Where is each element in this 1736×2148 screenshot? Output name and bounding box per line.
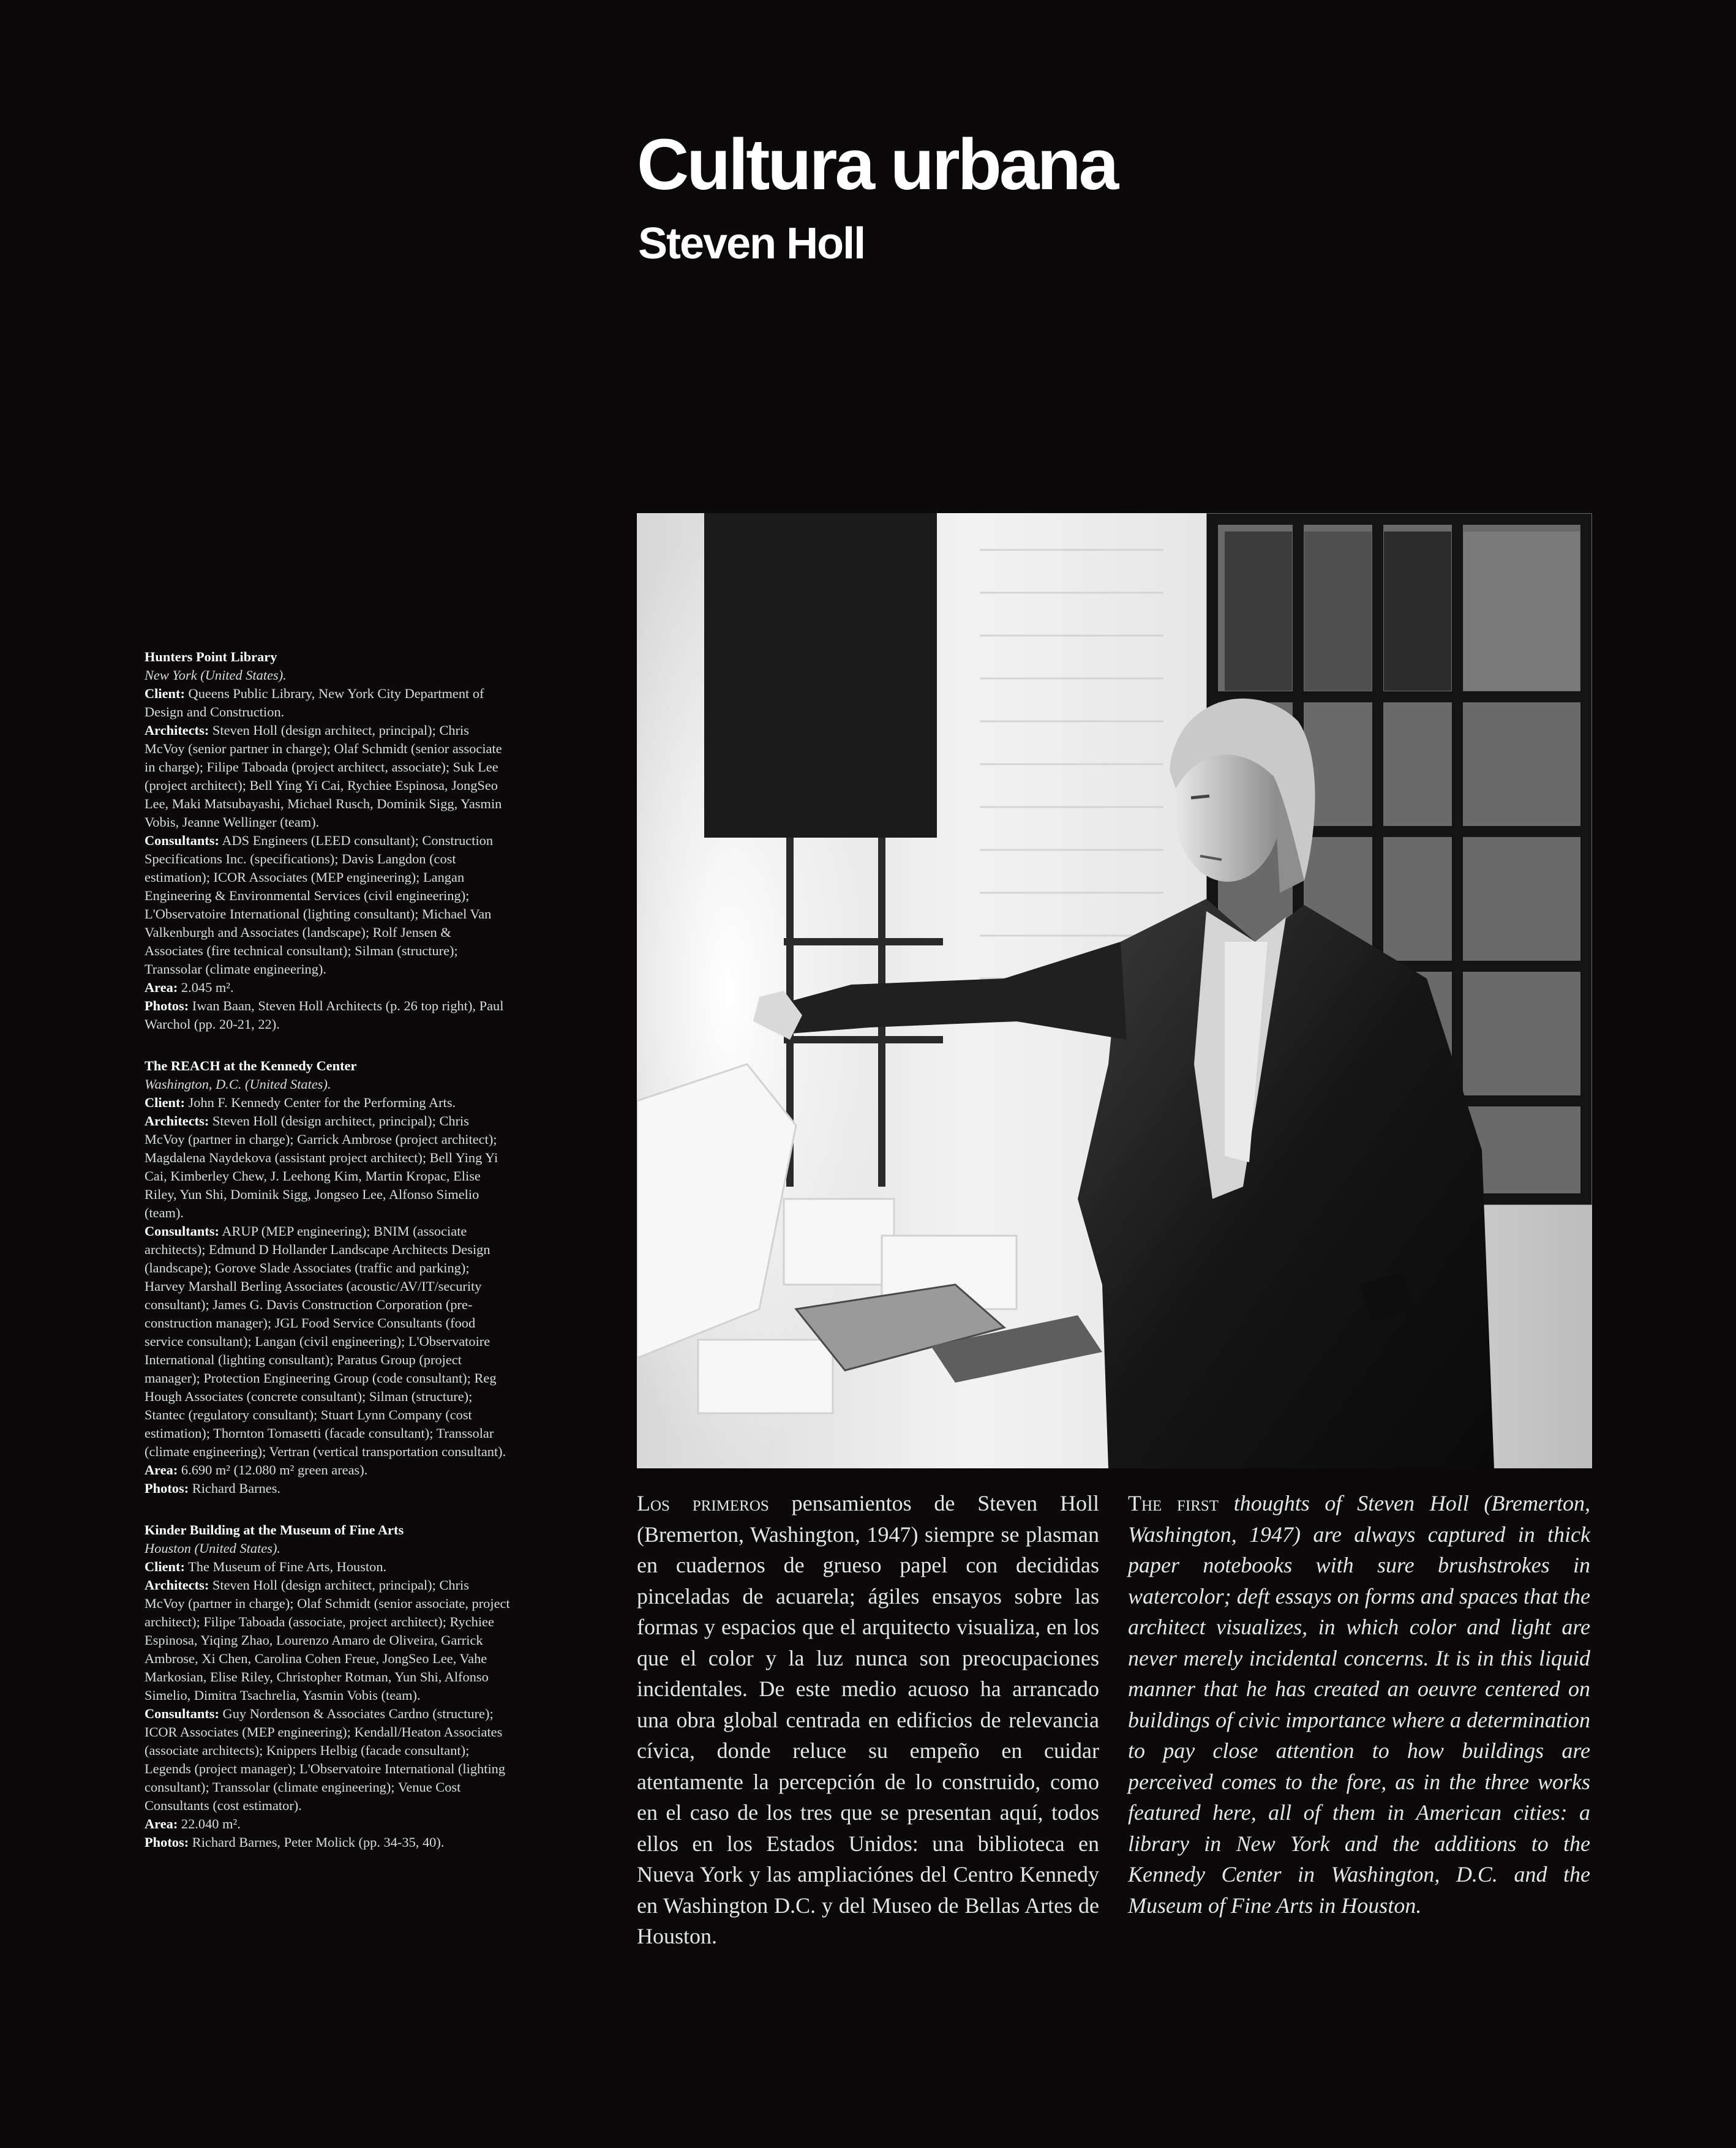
area-value: 2.045 m². [181, 980, 234, 995]
architects-value: Steven Holl (design architect, principal); Chris McVoy (partner in charge); Garrick Ambrose (project architect); Magdalena Naydekova (assistant project architect); Bell Ying Yi Cai, Kimberley Chew, J. Leehong Kim, Martin Kropac, Elise Riley, Yun Shi, Dominik Sigg, Jongseo Lee, Alfonso Simelio (team). [145, 1113, 498, 1220]
project-location: Washington, D.C. (United States). [145, 1076, 331, 1092]
consultants-label: Consultants: [145, 833, 219, 848]
consultants-value: Guy Nordenson & Associates Cardno (structure); ICOR Associates (MEP engineering); Kendall/Heaton Associates (associate architects); Knippers Helbig (facade consultant); Legends (project manager); L'Observatoire International (lighting consultant); Transsolar (climate engineering); Venue Cost Consultants (cost estimator). [145, 1706, 506, 1813]
photos-label: Photos: [145, 998, 189, 1013]
area-label: Area: [145, 1462, 178, 1478]
project-credit-hunters-point [145, 648, 512, 1034]
architects-label: Architects: [145, 1577, 209, 1593]
consultants-value: ADS Engineers (LEED consultant); Construction Specifications Inc. (specifications); Davis Langdon (cost estimation); ICOR Associates (MEP engineering); Langan Engineering & Environmental Services (civil engineering); L'Observatoire International (lighting consultant); Michael Van Valkenburgh and Associates (landscape); Rolf Jensen & Associates (fire technical consultant); Silman (structure); Transsolar (climate engineering). [145, 833, 494, 977]
client-value: The Museum of Fine Arts, Houston. [188, 1559, 387, 1574]
project-location: New York (United States). [145, 667, 287, 683]
area-value: 22.040 m². [181, 1816, 241, 1831]
area-label: Area: [145, 980, 178, 995]
area-label: Area: [145, 1816, 178, 1831]
client-value: Queens Public Library, New York City Department of Design and Construction. [145, 686, 484, 719]
client-label: Client: [145, 686, 185, 701]
client-label: Client: [145, 1095, 185, 1110]
lead-in: Los primeros [637, 1491, 769, 1515]
photos-label: Photos: [145, 1834, 189, 1850]
body-text-spanish [637, 1488, 1099, 1952]
consultants-label: Consultants: [145, 1223, 219, 1239]
portrait-photo [637, 513, 1592, 1468]
photos-value: Richard Barnes. [192, 1481, 281, 1496]
architects-label: Architects: [145, 1113, 209, 1128]
photos-value: Iwan Baan, Steven Holl Architects (p. 26 top right), Paul Warchol (pp. 20-21, 22). [145, 998, 504, 1032]
lead-in: The first [1128, 1491, 1219, 1515]
architects-value: Steven Holl (design architect, principal); Chris McVoy (senior partner in charge); Olaf Schmidt (senior associate in charge); Filipe Taboada (project architect, associate); Suk Lee (project architect); Bell Ying Yi Cai, Rychiee Espinosa, JongSeo Lee, Maki Matsubayashi, Michael Rusch, Dominik Sigg, Yasmin Vobis, Jeanne Wellinger (team). [145, 723, 502, 830]
project-location: Houston (United States). [145, 1541, 281, 1556]
body-text: pensamientos de Steven Holl (Bremerton, Washington, 1947) siempre se plasman en cuadernos de grueso papel con decididas pinceladas de acuarela; ágiles ensayos sobre las formas y espacios que el arquitecto visualiza, en los que el color y la luz nunca son preocupaciones incidentales. De este medio acuoso ha arrancado una obra global centrada en edificios de relevancia cívica, donde reluce su empeño en cuidar atentamente la percepción de lo construido, como en el caso de los tres que se presentan aquí, todos ellos en los Estados Unidos: una biblioteca en Nueva York y las ampliaciónes del Centro Kennedy en Washington D.C. y del Museo de Bellas Artes de Houston. [637, 1491, 1099, 1948]
project-name: The REACH at the Kennedy Center [145, 1058, 357, 1073]
client-label: Client: [145, 1559, 185, 1574]
project-name: Hunters Point Library [145, 649, 277, 664]
architects-value: Steven Holl (design architect, principal); Chris McVoy (partner in charge); Olaf Schmidt (senior associate, project architect); Filipe Taboada (associate, project architect); Rychiee Espinosa, Yiqing Zhao, Lourenzo Amaro de Oliveira, Garrick Ambrose, Xi Chen, Carolina Cohen Freue, JongSeo Lee, Vahe Markosian, Elise Riley, Christopher Rotman, Yun Shi, Alfonso Simelio, Dimitra Tsachrelia, Yasmin Vobis (team). [145, 1577, 510, 1703]
consultants-label: Consultants: [145, 1706, 219, 1721]
project-credit-kinder [145, 1521, 512, 1852]
area-value: 6.690 m² (12.080 m² green areas). [181, 1462, 368, 1478]
client-value: John F. Kennedy Center for the Performing Arts. [188, 1095, 456, 1110]
project-credits [145, 648, 512, 1875]
photos-label: Photos: [145, 1481, 189, 1496]
project-credit-reach [145, 1057, 512, 1498]
body-text-english [1128, 1488, 1590, 1921]
page-title: Cultura urbana [637, 124, 1117, 205]
body-text: thoughts of Steven Holl (Bremerton, Washington, 1947) are always captured in thick paper notebooks with sure brushstrokes in watercolor; deft essays on forms and spaces that the architect visualizes, in which color and light are never merely incidental concerns. It is in this liquid manner that he has created an oeuvre centered on buildings of civic importance where a determination to pay close attention to how buildings are perceived comes to the fore, as in the three works featured here, all of them in American cities: a library in New York and the additions to the Kennedy Center in Washington, D.C. and the Museum of Fine Arts in Houston. [1128, 1491, 1590, 1918]
architects-label: Architects: [145, 723, 209, 738]
page-subtitle: Steven Holl [638, 219, 865, 268]
photos-value: Richard Barnes, Peter Molick (pp. 34-35, 40). [192, 1834, 445, 1850]
project-name: Kinder Building at the Museum of Fine Arts [145, 1522, 404, 1538]
consultants-value: ARUP (MEP engineering); BNIM (associate architects); Edmund D Hollander Landscape Architects Design (landscape); Gorove Slade Associates (traffic and parking); Harvey Marshall Berling Associates (acoustic/AV/IT/security consultant); James G. Davis Construction Corporation (pre-construction manager); JGL Food Service Consultants (food service consultant); Langan (civil engineering); L'Observatoire International (lighting consultant); Paratus Group (project manager); Protection Engineering Group (code consultant); Reg Hough Associates (concrete consultant); Silman (structure); Stantec (regulatory consultant); Stuart Lynn Company (cost estimation); Thornton Tomasetti (facade consultant); Transsolar (climate engineering); Vertran (vertical transportation consultant). [145, 1223, 506, 1459]
